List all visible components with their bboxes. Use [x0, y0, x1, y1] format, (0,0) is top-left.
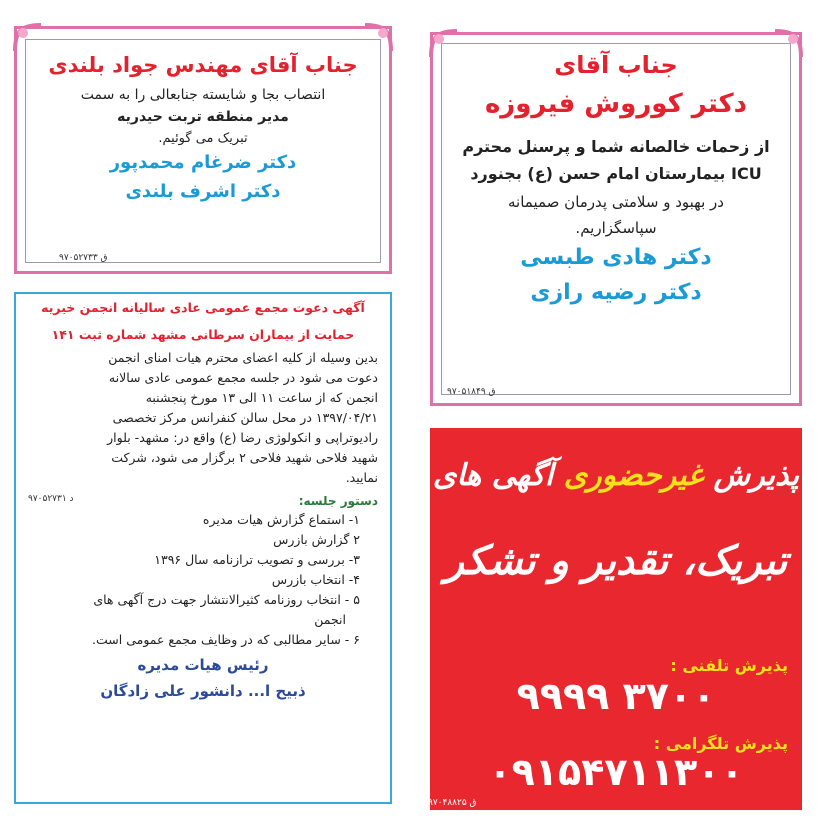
agenda-title: دستور جلسه: — [298, 494, 378, 508]
agenda-item: ۳- بررسی و تصویب ترازنامه سال ۱۳۹۶ — [154, 552, 360, 567]
agenda-item: ۶ - سایر مطالبی که در وظایف مجمع عمومی است. — [92, 632, 360, 647]
ad-text-line: مدیر منطقه تربت حیدریه — [117, 109, 289, 125]
agenda-item: انجمن — [314, 612, 346, 627]
big-slogan: تبریک، تقدیر و تشکر — [444, 538, 788, 584]
agenda-item: ۵ - انتخاب روزنامه کثیرالانتشار جهت درج آگهی های — [93, 592, 360, 607]
ornament-corner-icon — [11, 21, 45, 55]
ad-text-line: تبریک می گوئیم. — [158, 131, 248, 146]
notice-heading: آگهی دعوت مجمع عمومی عادی سالیانه انجمن خیریه — [41, 300, 365, 315]
ad-thanks-kourosh-firouzeh — [430, 32, 802, 406]
agenda-item: ۲ گزارش بازرس — [273, 532, 360, 547]
headline — [430, 458, 802, 493]
headline-part-highlight: غیرحضوری — [563, 458, 704, 493]
notice-body-line: انجمن که از ساعت ۱۱ الی ۱۳ مورخ پنجشنبه — [145, 390, 378, 405]
ad-remote-ad-acceptance — [430, 428, 802, 810]
ad-title: دکتر کوروش فیروزه — [484, 89, 748, 119]
ad-text-line: ICU بیمارستان امام حسن (ع) بجنورد — [470, 164, 762, 183]
headline-part: آگهی های — [432, 458, 554, 493]
ad-congratulation-jawad-bolandi — [14, 26, 392, 274]
notice-heading: حمایت از بیماران سرطانی مشهد شماره ثبت ۱۴۱ — [51, 327, 355, 342]
notice-body-line: دعوت می شود در جلسه مجمع عمومی عادی سالانه — [108, 370, 378, 385]
signatory-title: رئیس هیات مدیره — [137, 656, 269, 674]
signatory-name: دکتر رضیه رازی — [530, 280, 702, 305]
ad-code: ۹۷۰۵۲۷۳۱ د — [28, 494, 74, 504]
headline-part: پذیرش — [713, 458, 800, 493]
notice-body-line: رادیوتراپی و انکولوژی رضا (ع) واقع در: مشهد- بلوار — [107, 430, 378, 445]
notice-body — [28, 348, 378, 488]
telegram-number: ۰۹۱۵۴۷۱۱۳۰۰ — [488, 750, 744, 794]
agenda-item: ۱- استماع گزارش هیات مدیره — [202, 512, 360, 527]
ad-code: ۹۷۰۴۸۸۲۵ ق — [428, 798, 477, 808]
agenda-list — [28, 510, 378, 650]
ad-text-line: انتصاب بجا و شایسته جنابعالی را به سمت — [80, 87, 326, 103]
signatory-name: دکتر اشرف بلندی — [125, 181, 281, 202]
ornament-corner-icon — [361, 21, 395, 55]
phone-label: پذیرش تلفنی : — [670, 656, 788, 675]
signatory-name: دکتر ضرغام محمدپور — [109, 152, 297, 173]
ad-title: جناب آقای مهندس جواد بلندی — [48, 53, 358, 77]
ad-general-assembly-invitation — [14, 292, 392, 804]
ad-text-line: از زحمات خالصانه شما و پرسنل محترم — [462, 137, 770, 156]
ad-title: جناب آقای — [554, 51, 678, 79]
notice-body-line: بدین وسیله از کلیه اعضای محترم هیات امنای انجمن — [108, 350, 378, 365]
ad-text-line: سپاسگزاریم. — [575, 219, 657, 237]
telegram-label: پذیرش تلگرامی : — [653, 734, 788, 753]
ad-code: ۹۷۰۵۲۷۳۳ ق — [59, 253, 108, 263]
notice-body-line: ۱۳۹۷/۰۴/۲۱ در محل سالن کنفرانس مرکز تخصصی — [112, 410, 378, 425]
agenda-item: ۴- انتخاب بازرس — [271, 572, 360, 587]
phone-number: ۳۷۰۰ ۹۹۹۹ — [516, 674, 716, 718]
notice-body-line: نمایید. — [345, 470, 378, 485]
ad-text-line: در بهبود و سلامتی پدرمان صمیمانه — [508, 193, 724, 211]
notice-body-line: شهید فلاحی شهید فلاحی ۲ برگزار می شود، شرکت — [111, 450, 378, 465]
ad-code: ۹۷۰۵۱۸۴۹ ق — [447, 387, 496, 397]
signatory-name: دکتر هادی طبسی — [520, 245, 712, 270]
signatory-name: ذبیح ا... دانشور علی زادگان — [100, 682, 306, 700]
